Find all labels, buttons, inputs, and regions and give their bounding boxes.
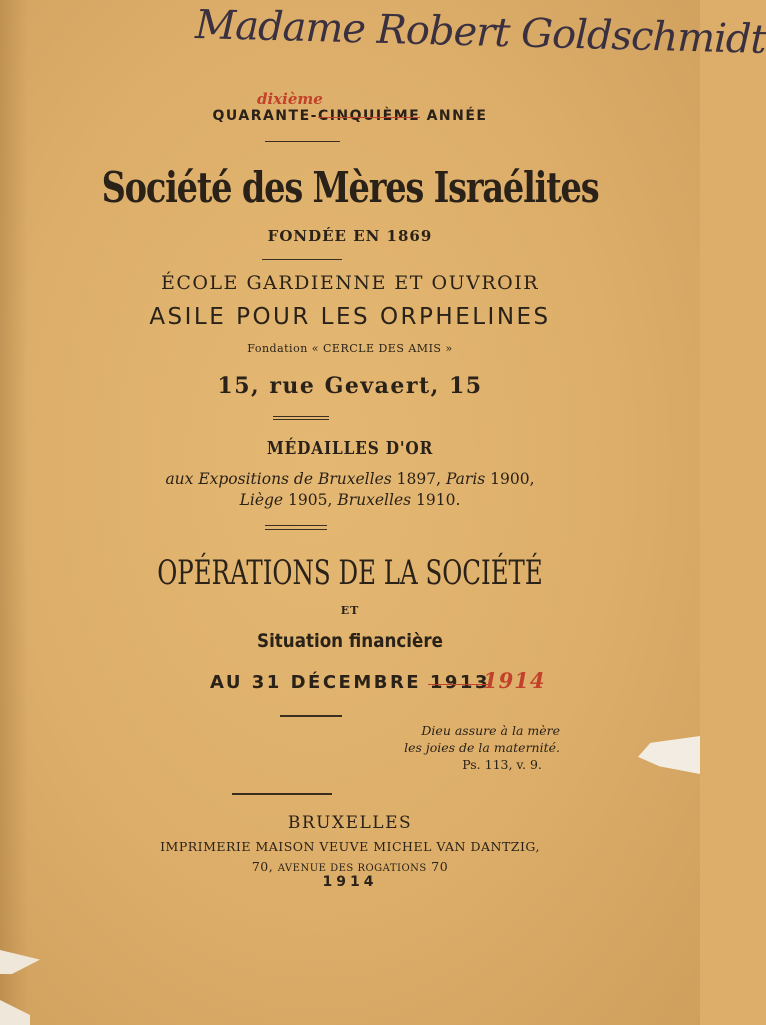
divider xyxy=(265,141,340,142)
asylum-line: ASILE POUR LES ORPHELINES xyxy=(149,304,551,330)
date-prefix: AU 31 DÉCEMBRE xyxy=(210,672,430,693)
medals-heading: MÉDAILLES D'OR xyxy=(266,438,434,459)
epigraph-line: les joies de la maternité. xyxy=(404,740,560,755)
imprint-city: BRUXELLES xyxy=(287,813,413,833)
edition-struck-word: CINQUIÈME xyxy=(317,108,421,124)
torn-edge xyxy=(638,736,700,774)
edition-line xyxy=(0,108,700,124)
medals-text: 1910. xyxy=(411,491,461,509)
medals-text: 1900, xyxy=(485,470,535,488)
report-conjunction: ET xyxy=(340,604,360,617)
divider xyxy=(265,525,327,526)
medals-line-2 xyxy=(0,491,700,509)
ornament-rule xyxy=(232,793,332,795)
struck-year: 1913 xyxy=(429,672,490,693)
ornament-rule xyxy=(280,715,342,717)
medals-text: 1897, xyxy=(391,470,446,488)
report-heading: OPÉRATIONS DE LA SOCIÉTÉ xyxy=(157,553,543,593)
edition-suffix: ANNÉE xyxy=(420,108,488,124)
edition-correction: dixième xyxy=(257,90,323,108)
report-subheading: Situation financière xyxy=(257,630,443,652)
address-line: 15, rue Gevaert, 15 xyxy=(217,373,483,399)
founded-line: FONDÉE EN 1869 xyxy=(267,227,433,245)
epigraph-reference: Ps. 113, v. 9. xyxy=(462,757,542,772)
medals-text: Liège xyxy=(239,491,284,509)
medals-text: Paris xyxy=(445,470,486,488)
address-number: 70, xyxy=(251,859,278,874)
imprint-printer: IMPRIMERIE MAISON VEUVE MICHEL VAN DANTZIG, xyxy=(160,839,540,854)
medals-text: Bruxelles xyxy=(337,491,412,509)
handwritten-name: Madame Robert Goldschmidt xyxy=(194,2,766,63)
imprint-year: 1914 xyxy=(322,874,378,890)
imprint-address xyxy=(0,859,700,874)
divider xyxy=(262,259,342,260)
address-street: AVENUE DES ROGATIONS xyxy=(277,863,427,874)
report-date xyxy=(0,672,700,693)
society-title: Société des Mères Israélites xyxy=(101,163,599,212)
foundation-line: Fondation « CERCLE DES AMIS » xyxy=(247,342,453,355)
edition-prefix: QUARANTE- xyxy=(212,108,318,124)
medals-text: 1905, xyxy=(283,491,338,509)
divider xyxy=(273,416,329,417)
handwritten-year: 1914 xyxy=(483,668,546,693)
divider xyxy=(273,419,329,420)
address-number: 70 xyxy=(426,859,449,874)
school-line: ÉCOLE GARDIENNE ET OUVROIR xyxy=(160,272,540,294)
medals-text: aux Expositions de Bruxelles xyxy=(165,470,392,488)
medals-line-1 xyxy=(0,470,700,488)
epigraph xyxy=(404,722,560,773)
epigraph-line: Dieu assure à la mère xyxy=(421,723,560,738)
divider xyxy=(265,529,327,530)
